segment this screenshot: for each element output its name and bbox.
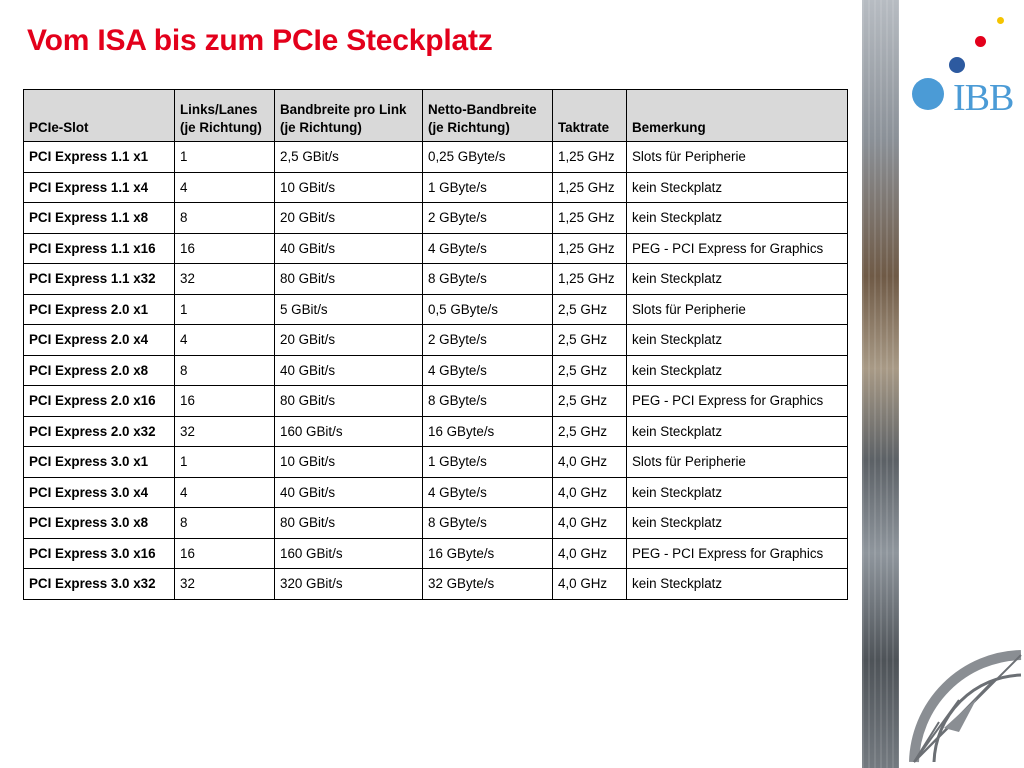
cell-clock-rate: 2,5 GHz (553, 416, 627, 447)
cell-clock-rate: 4,0 GHz (553, 538, 627, 569)
cell-lanes: 16 (175, 538, 275, 569)
header-bandwidth-per-link: Bandbreite pro Link (je Richtung) (275, 90, 423, 142)
cell-lanes: 1 (175, 142, 275, 173)
cell-clock-rate: 2,5 GHz (553, 325, 627, 356)
cell-slot: PCI Express 1.1 x8 (24, 203, 175, 234)
logo-yellow-dot (997, 17, 1004, 24)
cell-net-bandwidth: 16 GByte/s (423, 538, 553, 569)
cell-slot: PCI Express 3.0 x32 (24, 569, 175, 600)
cell-bandwidth: 160 GBit/s (275, 416, 423, 447)
table-row (24, 447, 848, 478)
table-row (24, 294, 848, 325)
cell-remark: Slots für Peripherie (627, 447, 848, 478)
cell-lanes: 4 (175, 172, 275, 203)
table-header-row (24, 90, 848, 142)
cell-lanes: 32 (175, 264, 275, 295)
cell-clock-rate: 1,25 GHz (553, 172, 627, 203)
cell-net-bandwidth: 16 GByte/s (423, 416, 553, 447)
cell-slot: PCI Express 1.1 x16 (24, 233, 175, 264)
cell-net-bandwidth: 4 GByte/s (423, 355, 553, 386)
cell-slot: PCI Express 2.0 x32 (24, 416, 175, 447)
cell-clock-rate: 4,0 GHz (553, 569, 627, 600)
cell-bandwidth: 20 GBit/s (275, 325, 423, 356)
cell-lanes: 8 (175, 203, 275, 234)
cell-net-bandwidth: 0,25 GByte/s (423, 142, 553, 173)
cell-lanes: 4 (175, 325, 275, 356)
cell-net-bandwidth: 8 GByte/s (423, 508, 553, 539)
table-row (24, 325, 848, 356)
cell-clock-rate: 1,25 GHz (553, 142, 627, 173)
cell-remark: Slots für Peripherie (627, 142, 848, 173)
decorative-photo-strip (862, 0, 899, 768)
cell-net-bandwidth: 4 GByte/s (423, 233, 553, 264)
table-row (24, 538, 848, 569)
table-row (24, 233, 848, 264)
table-body (24, 142, 848, 600)
cell-clock-rate: 4,0 GHz (553, 477, 627, 508)
cell-lanes: 8 (175, 508, 275, 539)
cell-slot: PCI Express 3.0 x8 (24, 508, 175, 539)
cell-lanes: 4 (175, 477, 275, 508)
table-row (24, 386, 848, 417)
cell-clock-rate: 2,5 GHz (553, 294, 627, 325)
cell-remark: kein Steckplatz (627, 508, 848, 539)
table-row (24, 203, 848, 234)
compass-decoration (899, 640, 1024, 768)
table-row (24, 355, 848, 386)
cell-net-bandwidth: 0,5 GByte/s (423, 294, 553, 325)
cell-net-bandwidth: 8 GByte/s (423, 264, 553, 295)
cell-net-bandwidth: 4 GByte/s (423, 477, 553, 508)
cell-lanes: 16 (175, 233, 275, 264)
table-row (24, 477, 848, 508)
cell-lanes: 32 (175, 416, 275, 447)
header-clock-rate: Taktrate (553, 90, 627, 142)
table-row (24, 508, 848, 539)
cell-net-bandwidth: 1 GByte/s (423, 447, 553, 478)
cell-bandwidth: 2,5 GBit/s (275, 142, 423, 173)
cell-remark: kein Steckplatz (627, 203, 848, 234)
cell-slot: PCI Express 2.0 x4 (24, 325, 175, 356)
cell-remark: kein Steckplatz (627, 569, 848, 600)
cell-bandwidth: 40 GBit/s (275, 477, 423, 508)
cell-lanes: 16 (175, 386, 275, 417)
cell-clock-rate: 2,5 GHz (553, 355, 627, 386)
cell-clock-rate: 1,25 GHz (553, 203, 627, 234)
cell-slot: PCI Express 1.1 x32 (24, 264, 175, 295)
cell-remark: kein Steckplatz (627, 172, 848, 203)
cell-bandwidth: 10 GBit/s (275, 447, 423, 478)
cell-slot: PCI Express 3.0 x4 (24, 477, 175, 508)
table-row (24, 264, 848, 295)
cell-bandwidth: 40 GBit/s (275, 355, 423, 386)
cell-slot: PCI Express 1.1 x1 (24, 142, 175, 173)
cell-lanes: 8 (175, 355, 275, 386)
logo-red-dot (975, 36, 986, 47)
header-remark: Bemerkung (627, 90, 848, 142)
cell-net-bandwidth: 8 GByte/s (423, 386, 553, 417)
cell-slot: PCI Express 3.0 x1 (24, 447, 175, 478)
cell-bandwidth: 320 GBit/s (275, 569, 423, 600)
cell-remark: kein Steckplatz (627, 264, 848, 295)
cell-slot: PCI Express 2.0 x16 (24, 386, 175, 417)
cell-remark: PEG - PCI Express for Graphics (627, 233, 848, 264)
cell-bandwidth: 80 GBit/s (275, 508, 423, 539)
cell-net-bandwidth: 32 GByte/s (423, 569, 553, 600)
cell-remark: kein Steckplatz (627, 477, 848, 508)
cell-remark: PEG - PCI Express for Graphics (627, 538, 848, 569)
cell-slot: PCI Express 1.1 x4 (24, 172, 175, 203)
table-row (24, 172, 848, 203)
header-net-bandwidth: Netto-Bandbreite (je Richtung) (423, 90, 553, 142)
cell-lanes: 1 (175, 447, 275, 478)
logo-text: IBB (953, 77, 1014, 119)
cell-bandwidth: 10 GBit/s (275, 172, 423, 203)
cell-remark: kein Steckplatz (627, 355, 848, 386)
cell-bandwidth: 20 GBit/s (275, 203, 423, 234)
cell-clock-rate: 2,5 GHz (553, 386, 627, 417)
cell-bandwidth: 80 GBit/s (275, 264, 423, 295)
cell-clock-rate: 4,0 GHz (553, 508, 627, 539)
slide-title: Vom ISA bis zum PCIe Steckplatz (27, 24, 493, 57)
table-row (24, 569, 848, 600)
cell-clock-rate: 4,0 GHz (553, 447, 627, 478)
cell-remark: kein Steckplatz (627, 416, 848, 447)
header-links-lanes: Links/Lanes (je Richtung) (175, 90, 275, 142)
cell-lanes: 32 (175, 569, 275, 600)
cell-net-bandwidth: 2 GByte/s (423, 203, 553, 234)
cell-bandwidth: 40 GBit/s (275, 233, 423, 264)
cell-remark: Slots für Peripherie (627, 294, 848, 325)
cell-clock-rate: 1,25 GHz (553, 264, 627, 295)
cell-net-bandwidth: 1 GByte/s (423, 172, 553, 203)
cell-bandwidth: 160 GBit/s (275, 538, 423, 569)
logo-light-blue-dot (912, 78, 944, 110)
logo-dark-blue-dot (949, 57, 965, 73)
cell-slot: PCI Express 2.0 x8 (24, 355, 175, 386)
cell-net-bandwidth: 2 GByte/s (423, 325, 553, 356)
table-row (24, 142, 848, 173)
cell-bandwidth: 80 GBit/s (275, 386, 423, 417)
compass-rose-icon (914, 655, 1021, 762)
cell-remark: kein Steckplatz (627, 325, 848, 356)
cell-slot: PCI Express 3.0 x16 (24, 538, 175, 569)
pcie-slot-table (23, 89, 848, 600)
cell-clock-rate: 1,25 GHz (553, 233, 627, 264)
table-row (24, 416, 848, 447)
cell-slot: PCI Express 2.0 x1 (24, 294, 175, 325)
header-pcie-slot: PCIe-Slot (24, 90, 175, 142)
cell-lanes: 1 (175, 294, 275, 325)
cell-bandwidth: 5 GBit/s (275, 294, 423, 325)
cell-remark: PEG - PCI Express for Graphics (627, 386, 848, 417)
